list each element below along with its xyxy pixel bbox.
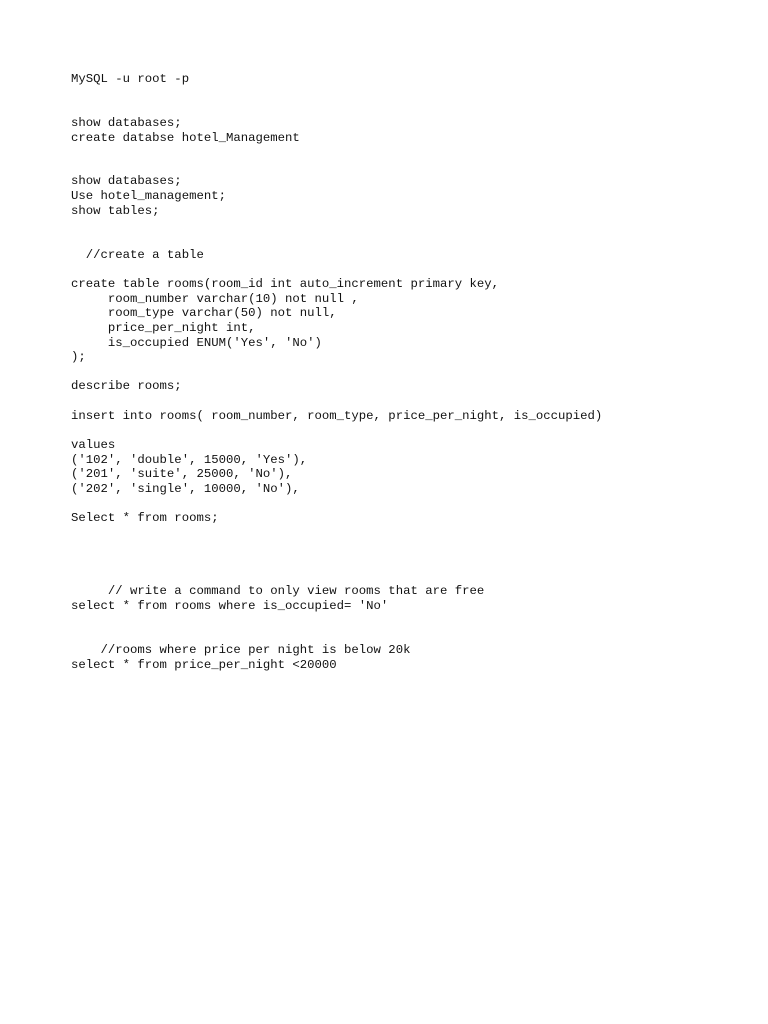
line-close-table: ); [71,350,86,365]
line-show-databases: show databases; [71,115,182,130]
blank-line [71,497,751,512]
line-select-price-below: select * from price_per_night <20000 [71,657,337,672]
blank-line [71,614,751,629]
line-create-table: create table rooms(room_id int auto_increment primary key, [71,276,500,291]
blank-line [71,101,751,116]
line-column-is-occupied: is_occupied ENUM('Yes', 'No') [71,335,322,350]
line-mysql-login: MySQL -u root -p [71,72,190,86]
line-column-room-number: room_number varchar(10) not null , [71,291,359,306]
blank-line [71,365,751,380]
blank-line [71,233,751,248]
blank-line [71,87,751,102]
line-show-databases: show databases; [71,174,182,189]
comment-free-rooms: // write a command to only view rooms that are free [71,584,485,599]
blank-line [71,262,751,277]
line-create-database: create databse hotel_Management [71,130,300,145]
blank-line [71,394,751,409]
line-column-room-type: room_type varchar(50) not null, [71,306,337,321]
line-value-row: ('201', 'suite', 25000, 'No'), [71,467,293,482]
blank-line [71,541,751,556]
blank-line [71,570,751,585]
line-values: values [71,438,116,453]
sql-script-text [71,72,751,672]
blank-line [71,423,751,438]
blank-line [71,526,751,541]
line-describe-rooms: describe rooms; [71,379,182,394]
line-value-row: ('202', 'single', 10000, 'No'), [71,481,300,496]
line-insert-into: insert into rooms( room_number, room_type, price_per_night, is_occupied) [71,408,603,423]
blank-line [71,160,751,175]
line-select-free-rooms: select * from rooms where is_occupied= 'No' [71,599,389,614]
line-value-row: ('102', 'double', 15000, 'Yes'), [71,452,308,467]
comment-create-table: //create a table [71,247,204,262]
blank-line [71,145,751,160]
comment-price-below: //rooms where price per night is below 20k [71,642,411,657]
line-use-database: Use hotel_management; [71,189,226,204]
blank-line [71,218,751,233]
blank-line [71,628,751,643]
blank-line [71,555,751,570]
line-select-all-rooms: Select * from rooms; [71,511,219,526]
line-show-tables: show tables; [71,203,160,218]
line-column-price: price_per_night int, [71,320,256,335]
